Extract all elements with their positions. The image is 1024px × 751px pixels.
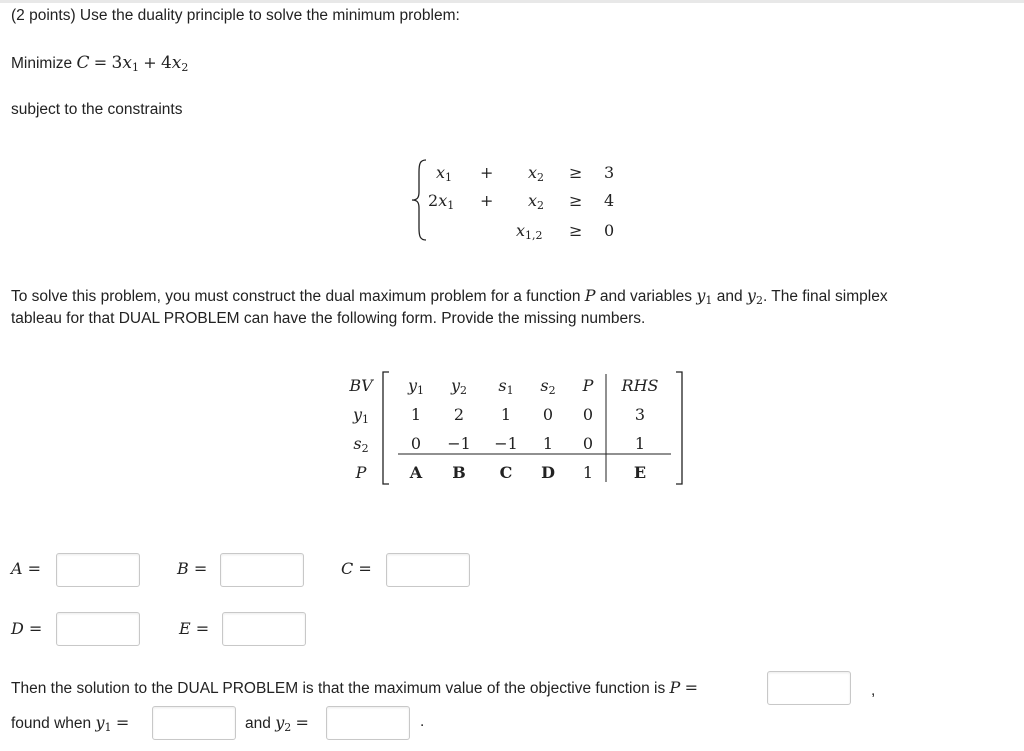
answer-b-input[interactable]	[220, 553, 304, 587]
answer-b-label: B =	[177, 559, 208, 578]
tableau-bv-row2: $s_2$	[353, 434, 369, 455]
objective-eq: =	[93, 53, 108, 72]
problem-header: (2 points) Use the duality principle to solve the minimum problem:	[11, 7, 460, 24]
tableau-cell: 1	[410, 405, 422, 424]
solution-line1: Then the solution to the DUAL PROBLEM is that the maximum value of the objective function is P =	[11, 678, 698, 697]
tableau-cell: 0	[410, 434, 422, 453]
tableau-cell-c: C	[499, 463, 513, 482]
solution-line2: found when $y_1$ =	[11, 713, 130, 734]
tableau-bv-header: BV	[349, 376, 373, 395]
tableau-cell: 1	[500, 405, 512, 424]
objective-x1: x	[122, 53, 132, 73]
tableau-cell-e: E	[633, 463, 647, 482]
objective-prefix: Minimize	[11, 55, 73, 72]
answer-d-label: D =	[11, 619, 43, 638]
answer-e-label: E =	[179, 619, 210, 638]
tableau-cell-a: A	[409, 463, 423, 482]
sys-row3-nonneg: $x_{1,2}$	[516, 221, 543, 242]
objective-sub2: 2	[181, 61, 189, 74]
sys-row3-rel: ≥	[569, 221, 583, 240]
sys-row2-op: +	[480, 191, 494, 210]
objective-coef1: 3	[111, 53, 123, 73]
tableau-header-s1: $s_1$	[498, 376, 514, 397]
answer-c-label: C =	[341, 559, 372, 578]
objective-plus: +	[143, 53, 157, 72]
answer-e-input[interactable]	[222, 612, 306, 646]
sys-row2-term2: $x_2$	[528, 191, 545, 212]
tableau-header-p: P	[582, 376, 594, 395]
sys-row1-term2: $x_2$	[528, 163, 545, 184]
tableau-bv-row1: $y_1$	[352, 405, 370, 426]
solution-y2-input[interactable]	[326, 706, 410, 740]
sys-row2-rhs: 4	[604, 191, 615, 210]
tableau-cell: 1	[582, 463, 594, 482]
tableau-header-rhs: RHS	[621, 376, 659, 395]
tableau-rhs-cell: 1	[634, 434, 646, 453]
left-brace-icon	[410, 158, 428, 242]
tableau-cell: 0	[582, 434, 594, 453]
sys-row1-rhs: 3	[604, 163, 615, 182]
sys-row1-rel: ≥	[569, 163, 583, 182]
tableau-cell: −1	[494, 434, 518, 453]
instructions-line2: tableau for that DUAL PROBLEM can have the following form. Provide the missing numbers.	[11, 310, 646, 327]
solution-line2b: and $y_2$ =	[245, 713, 309, 734]
tableau-bv-row3: P	[355, 463, 367, 482]
top-divider	[0, 0, 1024, 3]
solution-period: .	[420, 713, 425, 730]
tableau-cell: −1	[447, 434, 471, 453]
tableau-cell: 0	[582, 405, 594, 424]
tableau-cell-b: B	[452, 463, 466, 482]
objective-var: C	[76, 53, 90, 73]
sys-row2-rel: ≥	[569, 191, 583, 210]
tableau-header-y1: $y_1$	[407, 376, 425, 397]
instructions-line1: To solve this problem, you must construct the dual maximum problem for a function P and variables $y_1$ and $y_2$. The final simplex	[11, 286, 888, 307]
solution-p-input[interactable]	[767, 671, 851, 705]
tableau-header-s2: $s_2$	[540, 376, 556, 397]
constraints-intro: subject to the constraints	[11, 101, 183, 118]
tableau-cell-d: D	[541, 463, 555, 482]
answer-d-input[interactable]	[56, 612, 140, 646]
sys-row1-op: +	[480, 163, 494, 182]
solution-y1-input[interactable]	[152, 706, 236, 740]
objective-coef2: 4	[160, 53, 172, 73]
tableau-cell: 2	[453, 405, 465, 424]
sys-row2-term1: $2x_1$	[428, 191, 455, 212]
sys-row1-term1: $x_1$	[436, 163, 453, 184]
solution-comma: ,	[871, 682, 876, 699]
objective-line	[11, 53, 188, 74]
tableau-rhs-cell: 3	[634, 405, 646, 424]
answer-a-label: A =	[11, 559, 42, 578]
objective-sub1: 1	[131, 61, 139, 74]
tableau-cell: 0	[542, 405, 554, 424]
tableau-header-y2: $y_2$	[450, 376, 468, 397]
tableau-cell: 1	[542, 434, 554, 453]
objective-x2: x	[171, 53, 182, 73]
sys-row3-rhs: 0	[604, 221, 615, 240]
answer-a-input[interactable]	[56, 553, 140, 587]
answer-c-input[interactable]	[386, 553, 470, 587]
